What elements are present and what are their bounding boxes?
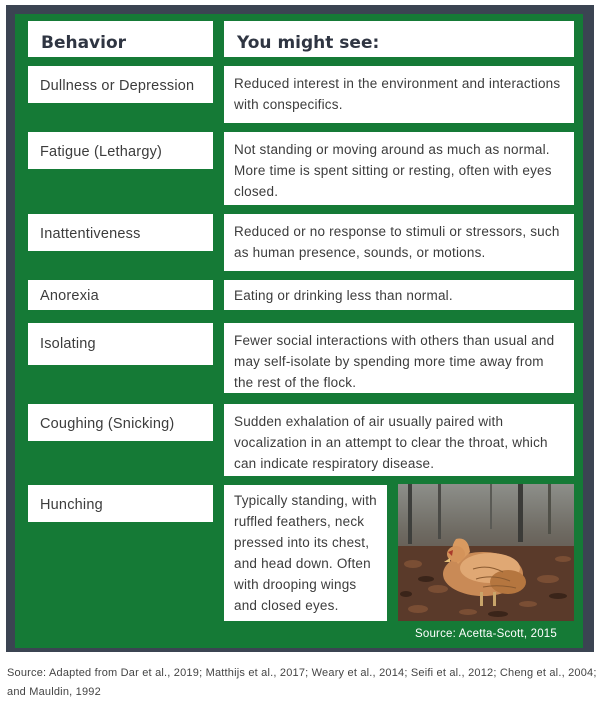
source-note: Source: Adapted from Dar et al., 2019; Matthijs et al., 2017; Weary et al., 2014; Seifi et al., 2012; Cheng et al., 2004; and Mauldin, 1992 (7, 667, 597, 698)
behavior-cell: Anorexia (28, 280, 213, 310)
header-you-might-see: You might see: (224, 21, 574, 57)
behavior-cell: Isolating (28, 323, 213, 365)
behavior-cell: Dullness or Depression (28, 66, 213, 103)
description-cell: Sudden exhalation of air usually paired with vocalization in an attempt to clear the throat, which can indicate respiratory disease. (224, 404, 574, 476)
description-cell: Typically standing, with ruffled feathers, neck pressed into its chest, and head down. Often with drooping wings and closed eyes. (224, 485, 387, 621)
description-cell: Reduced interest in the environment and interactions with conspecifics. (224, 66, 574, 123)
photo-credit: Source: Acetta-Scott, 2015 (414, 628, 557, 640)
description-cell: Eating or drinking less than normal. (224, 280, 574, 310)
behavior-cell: Fatigue (Lethargy) (28, 132, 213, 169)
behavior-cell: Inattentiveness (28, 214, 213, 251)
behavior-cell: Coughing (Snicking) (28, 404, 213, 441)
hunched-chicken-photo (398, 484, 574, 621)
header-behavior: Behavior (28, 21, 213, 57)
behavior-cell: Hunching (28, 485, 213, 522)
description-cell: Fewer social interactions with others than usual and may self-isolate by spending more time away from the rest of the flock. (224, 323, 574, 393)
description-cell: Not standing or moving around as much as normal. More time is spent sitting or resting, often with eyes closed. (224, 132, 574, 205)
description-cell: Reduced or no response to stimuli or stressors, such as human presence, sounds, or motions. (224, 214, 574, 271)
